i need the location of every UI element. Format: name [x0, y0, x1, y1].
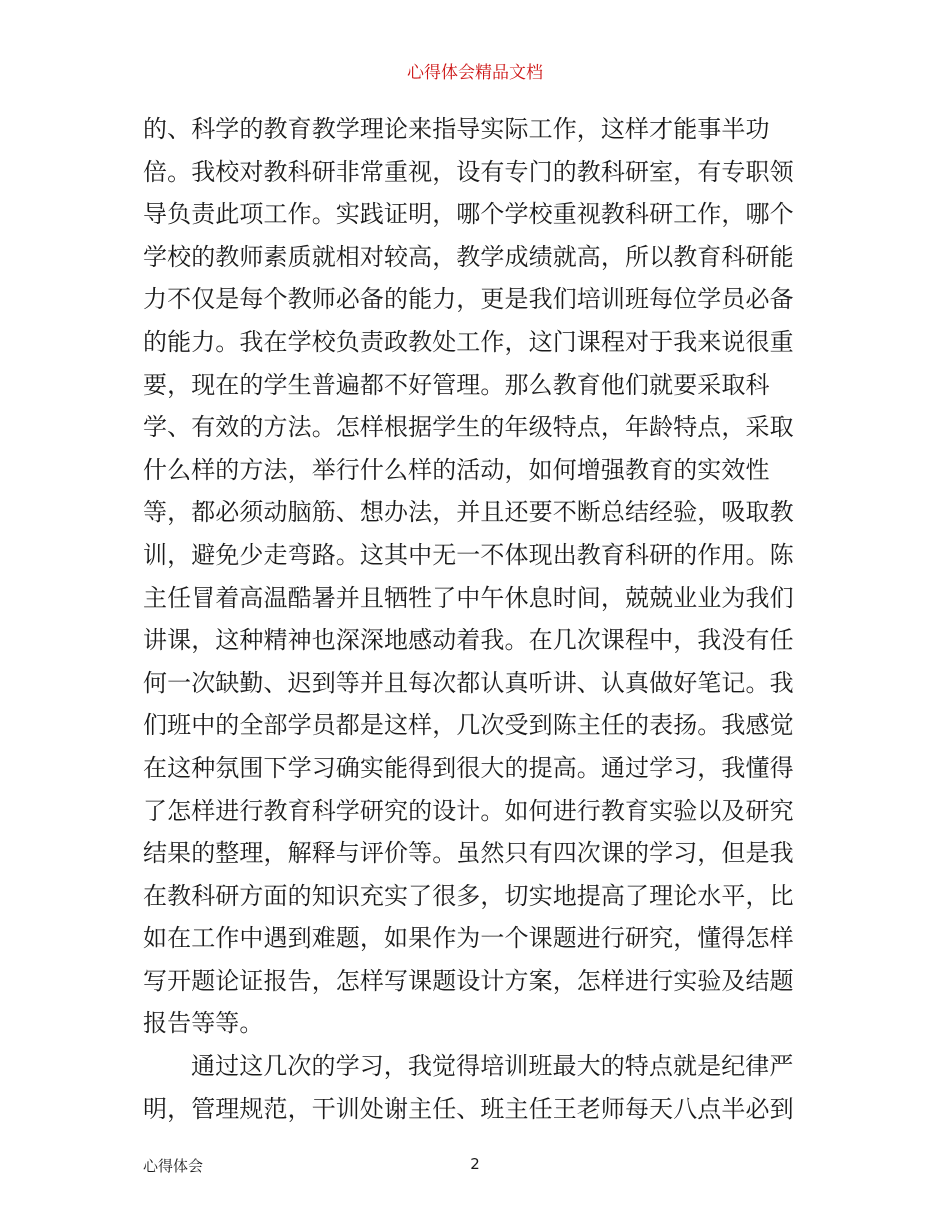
text-line: 报告等等。	[143, 1009, 264, 1038]
text-line: 的能力。我在学校负责政教处工作，这门课程对于我来说很重	[143, 327, 794, 356]
text-line: 何一次缺勤、迟到等并且每次都认真听讲、认真做好笔记。我	[143, 668, 794, 697]
text-line: 明，管理规范，干训处谢主任、班主任王老师每天八点半必到	[143, 1094, 794, 1123]
page-number: 2	[470, 1155, 480, 1173]
text-line: 如在工作中遇到难题，如果作为一个课题进行研究，懂得怎样	[143, 924, 794, 953]
text-line: 结果的整理，解释与评价等。虽然只有四次课的学习，但是我	[143, 839, 794, 868]
text-line: 力不仅是每个教师必备的能力，更是我们培训班每位学员必备	[143, 285, 794, 314]
text-line: 主任冒着高温酷暑并且牺牲了中午休息时间，兢兢业业为我们	[143, 583, 794, 612]
page-header-title: 心得体会精品文档	[407, 63, 543, 83]
text-line: 倍。我校对教科研非常重视，设有专门的教科研室，有专职领	[143, 157, 794, 186]
document-body	[143, 108, 815, 1130]
text-line: 导负责此项工作。实践证明，哪个学校重视教科研工作，哪个	[143, 200, 794, 229]
text-line: 什么样的方法，举行什么样的活动，如何增强教育的实效性	[143, 455, 770, 484]
text-line: 在这种氛围下学习确实能得到很大的提高。通过学习，我懂得	[143, 753, 794, 782]
text-line: 了怎样进行教育科学研究的设计。如何进行教育实验以及研究	[143, 796, 794, 825]
text-line: 要，现在的学生普遍都不好管理。那么教育他们就要采取科	[143, 370, 770, 399]
paragraph-first-line: 通过这几次的学习，我觉得培训班最大的特点就是纪律严	[191, 1052, 794, 1081]
text-line: 们班中的全部学员都是这样，几次受到陈主任的表扬。我感觉	[143, 711, 794, 740]
footer-label: 心得体会	[143, 1157, 204, 1175]
text-line: 的、科学的教育教学理论来指导实际工作，这样才能事半功	[143, 115, 770, 143]
text-line: 写开题论证报告，怎样写课题设计方案，怎样进行实验及结题	[143, 966, 794, 995]
text-line: 训，避免少走弯路。这其中无一不体现出教育科研的作用。陈	[143, 540, 794, 569]
text-line: 等，都必须动脑筋、想办法，并且还要不断总结经验，吸取教	[143, 498, 794, 527]
text-line: 在教科研方面的知识充实了很多，切实地提高了理论水平，比	[143, 881, 794, 910]
text-line: 讲课，这种精神也深深地感动着我。在几次课程中，我没有任	[143, 626, 794, 655]
text-line: 学、有效的方法。怎样根据学生的年级特点，年龄特点，采取	[143, 413, 794, 442]
text-line: 学校的教师素质就相对较高，教学成绩就高，所以教育科研能	[143, 242, 794, 271]
